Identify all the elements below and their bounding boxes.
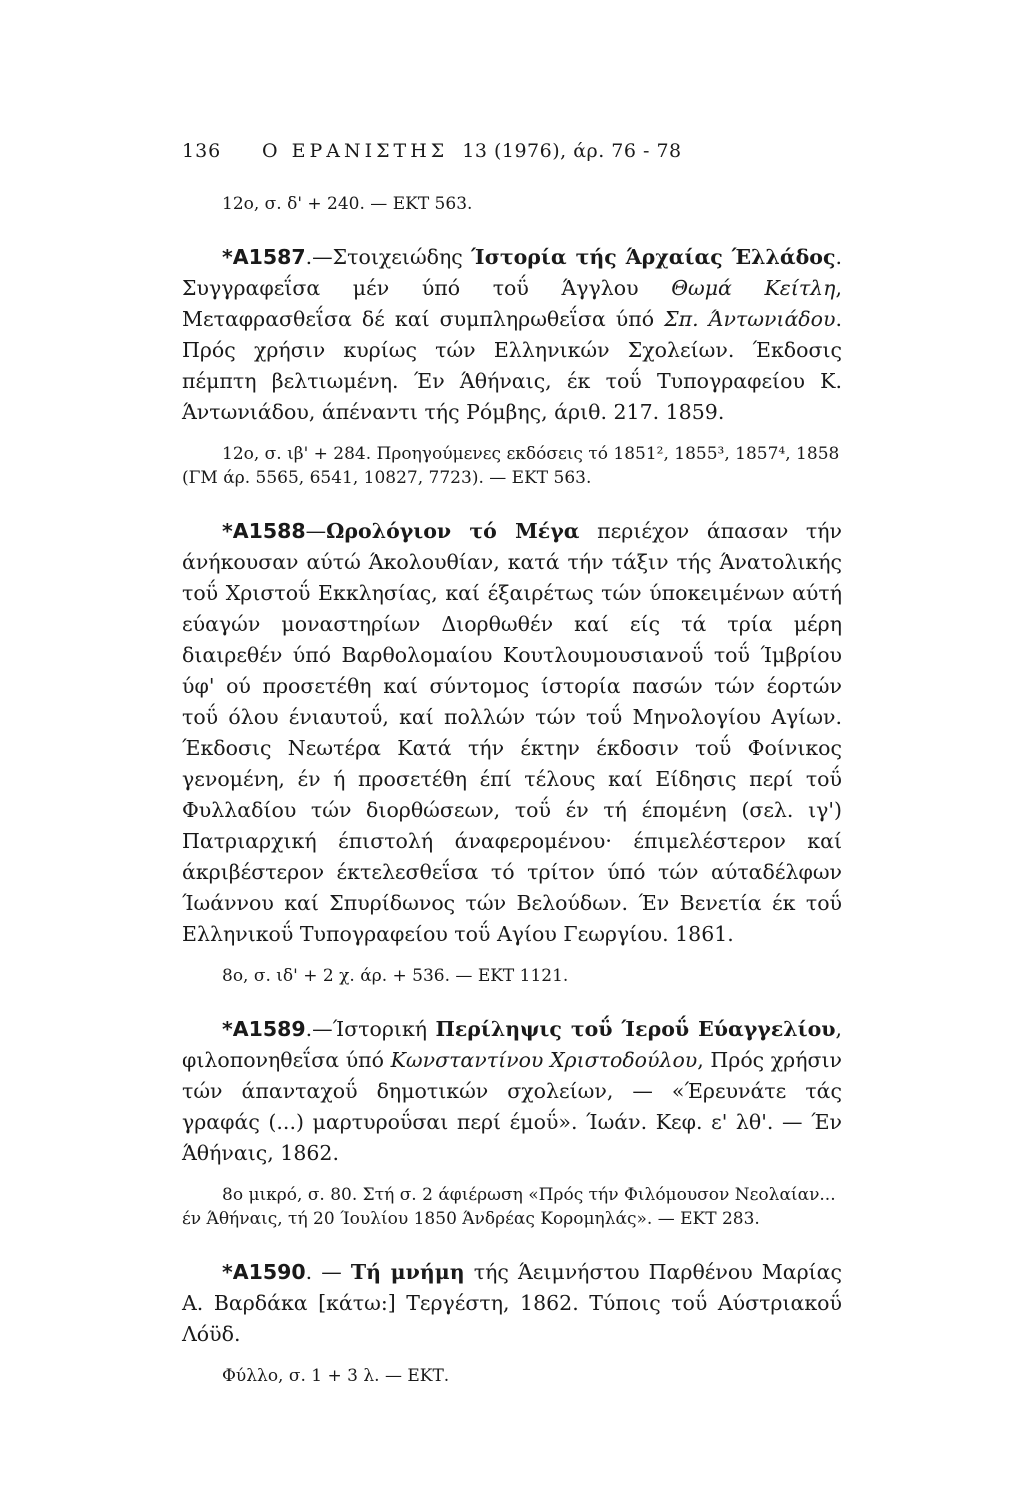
running-header bbox=[182, 140, 842, 162]
entry-number: *A1590 bbox=[222, 1260, 306, 1284]
entry-author: Θωμά Κείτλη bbox=[671, 276, 836, 300]
journal-title: Ο ΕΡΑΝΙΣΤΗΣ bbox=[262, 140, 449, 162]
entry-translator: Σπ. Άντωνιάδου bbox=[664, 307, 836, 331]
entry-a1587 bbox=[182, 242, 842, 428]
page-content bbox=[182, 192, 842, 1388]
entry-text: τής Άειμνήστου Παρθένου Μαρίας Α. Βαρδάκα [κάτω:] Τεργέστη, 1862. Τύποις τοΰ Αύστριακοΰ Λόϋδ. bbox=[182, 1260, 842, 1346]
entry-text: .—Ίστορική bbox=[305, 1017, 436, 1041]
entry-title: Ωρολόγιον τό Μέγα bbox=[326, 519, 580, 543]
entry-text: . Συγγραφεΐσα μέν ύπό τοΰ Άγγλου bbox=[182, 245, 842, 300]
entry-a1590 bbox=[182, 1257, 842, 1350]
entry-text: , φιλοπονηθεΐσα ύπό bbox=[182, 1017, 843, 1072]
entry-number: *A1587 bbox=[222, 245, 306, 269]
note-a1588: 8ο, σ. ιδ' + 2 χ. άρ. + 536. — ΕΚΤ 1121. bbox=[222, 966, 569, 986]
entry-text: . — bbox=[305, 1260, 351, 1284]
note-a1589: 8ο μικρό, σ. 80. Στή σ. 2 άφιέρωση «Πρός τήν Φιλόμουσον Νεολαίαν... έν Άθήναις, τή 20 Ίουλίου 1850 Άνδρέας Κορομηλάς». — ΕΚΤ 283. bbox=[182, 1185, 836, 1229]
entry-text: — bbox=[305, 519, 327, 543]
entry-text: , Μεταφρασθεΐσα δέ καί συμπληρωθεΐσα ύπό bbox=[182, 276, 842, 331]
entry-text: . Πρός χρήσιν κυρίως τών Ελληνικών Σχολείων. Έκδοσις πέμπτη βελτιωμένη. Έν Άθήναις, έκ τοΰ Τυπογραφείου Κ. Άντωνιάδου, άπέναντι τής Ρόμβης, άριθ. 217. 1859. bbox=[182, 307, 842, 424]
entry-author: Κωνσταντίνου Χριστοδούλου bbox=[390, 1048, 698, 1072]
entry-number: *A1588 bbox=[222, 519, 306, 543]
issue-info: 13 (1976), άρ. 76 - 78 bbox=[462, 140, 682, 162]
entry-title: Τή μνήμη bbox=[350, 1260, 465, 1284]
entry-text: περιέχον άπασαν τήν άνήκουσαν αύτώ Άκολουθίαν, κατά τήν τάξιν τής Άνατολικής τοΰ Χριστοΰ Εκκλησίας, καί έξαιρέτως τών ύποκειμένων αύτή εύαγών μοναστηρίων Διορθωθέν καί είς τά τρία μέρη διαιρεθέν ύπό Βαρθολομαίου Κουτλουμουσιανοΰ τοΰ Ίμβρίου ύφ' ού προσετέθη καί σύντομος ίστορία πασών τών έορτών τοΰ όλου ένιαυτοΰ, καί πολλών τών τοΰ Μηνολογίου Αγίων. Έκδοσις Νεωτέρα Κατά τήν έκτην έκδοσιν τοΰ Φοίνικος γενομένη, έν ή προσετέθη έπί τέλους καί Είδησις περί τοΰ Φυλλαδίου τών διορθώσεων, τοΰ έν τή έπομένη (σελ. ιγ') Πατριαρχική έπιστολή άναφερομένου· έπιμελέστερον καί άκριβέστερον έκτελεσθεΐσα τό τρίτον ύπό τών αύταδέλφων Ίωάννου καί Σπυρίδωνος τών Βελούδων. Έν Βενετία έκ τοΰ Ελληνικοΰ Τυπογραφείου τοΰ Αγίου Γεωργίου. 1861. bbox=[182, 519, 843, 946]
entry-title: Περίληψις τοΰ Ίεροΰ Εύαγγελίου bbox=[435, 1017, 836, 1041]
entry-text: , Πρός χρήσιν τών άπανταχοΰ δημοτικών σχολείων, — «Έρευνάτε τάς γραφάς (...) μαρτυροΰσαι περί έμοΰ». Ίωάν. Κεφ. ε' λθ'. — Έν Άθήναις, 1862. bbox=[182, 1048, 842, 1165]
note-a1590: Φύλλο, σ. 1 + 3 λ. — ΕΚΤ. bbox=[222, 1366, 450, 1386]
entry-a1588 bbox=[182, 516, 842, 950]
entry-title: Ίστορία τής Άρχαίας Έλλάδος bbox=[471, 245, 836, 269]
entry-text: .—Στοιχειώδης bbox=[305, 245, 472, 269]
note-a1587: 12ο, σ. ιβ' + 284. Προηγούμενες εκδόσεις τό 1851², 1855³, 1857⁴, 1858 (ΓΜ άρ. 5565, 6541, 10827, 7723). — ΕΚΤ 563. bbox=[182, 444, 840, 488]
page-number: 136 bbox=[182, 140, 222, 162]
note-previous-entry: 12ο, σ. δ' + 240. — ΕΚΤ 563. bbox=[222, 194, 473, 214]
entry-a1589 bbox=[182, 1014, 842, 1169]
entry-number: *A1589 bbox=[222, 1017, 306, 1041]
